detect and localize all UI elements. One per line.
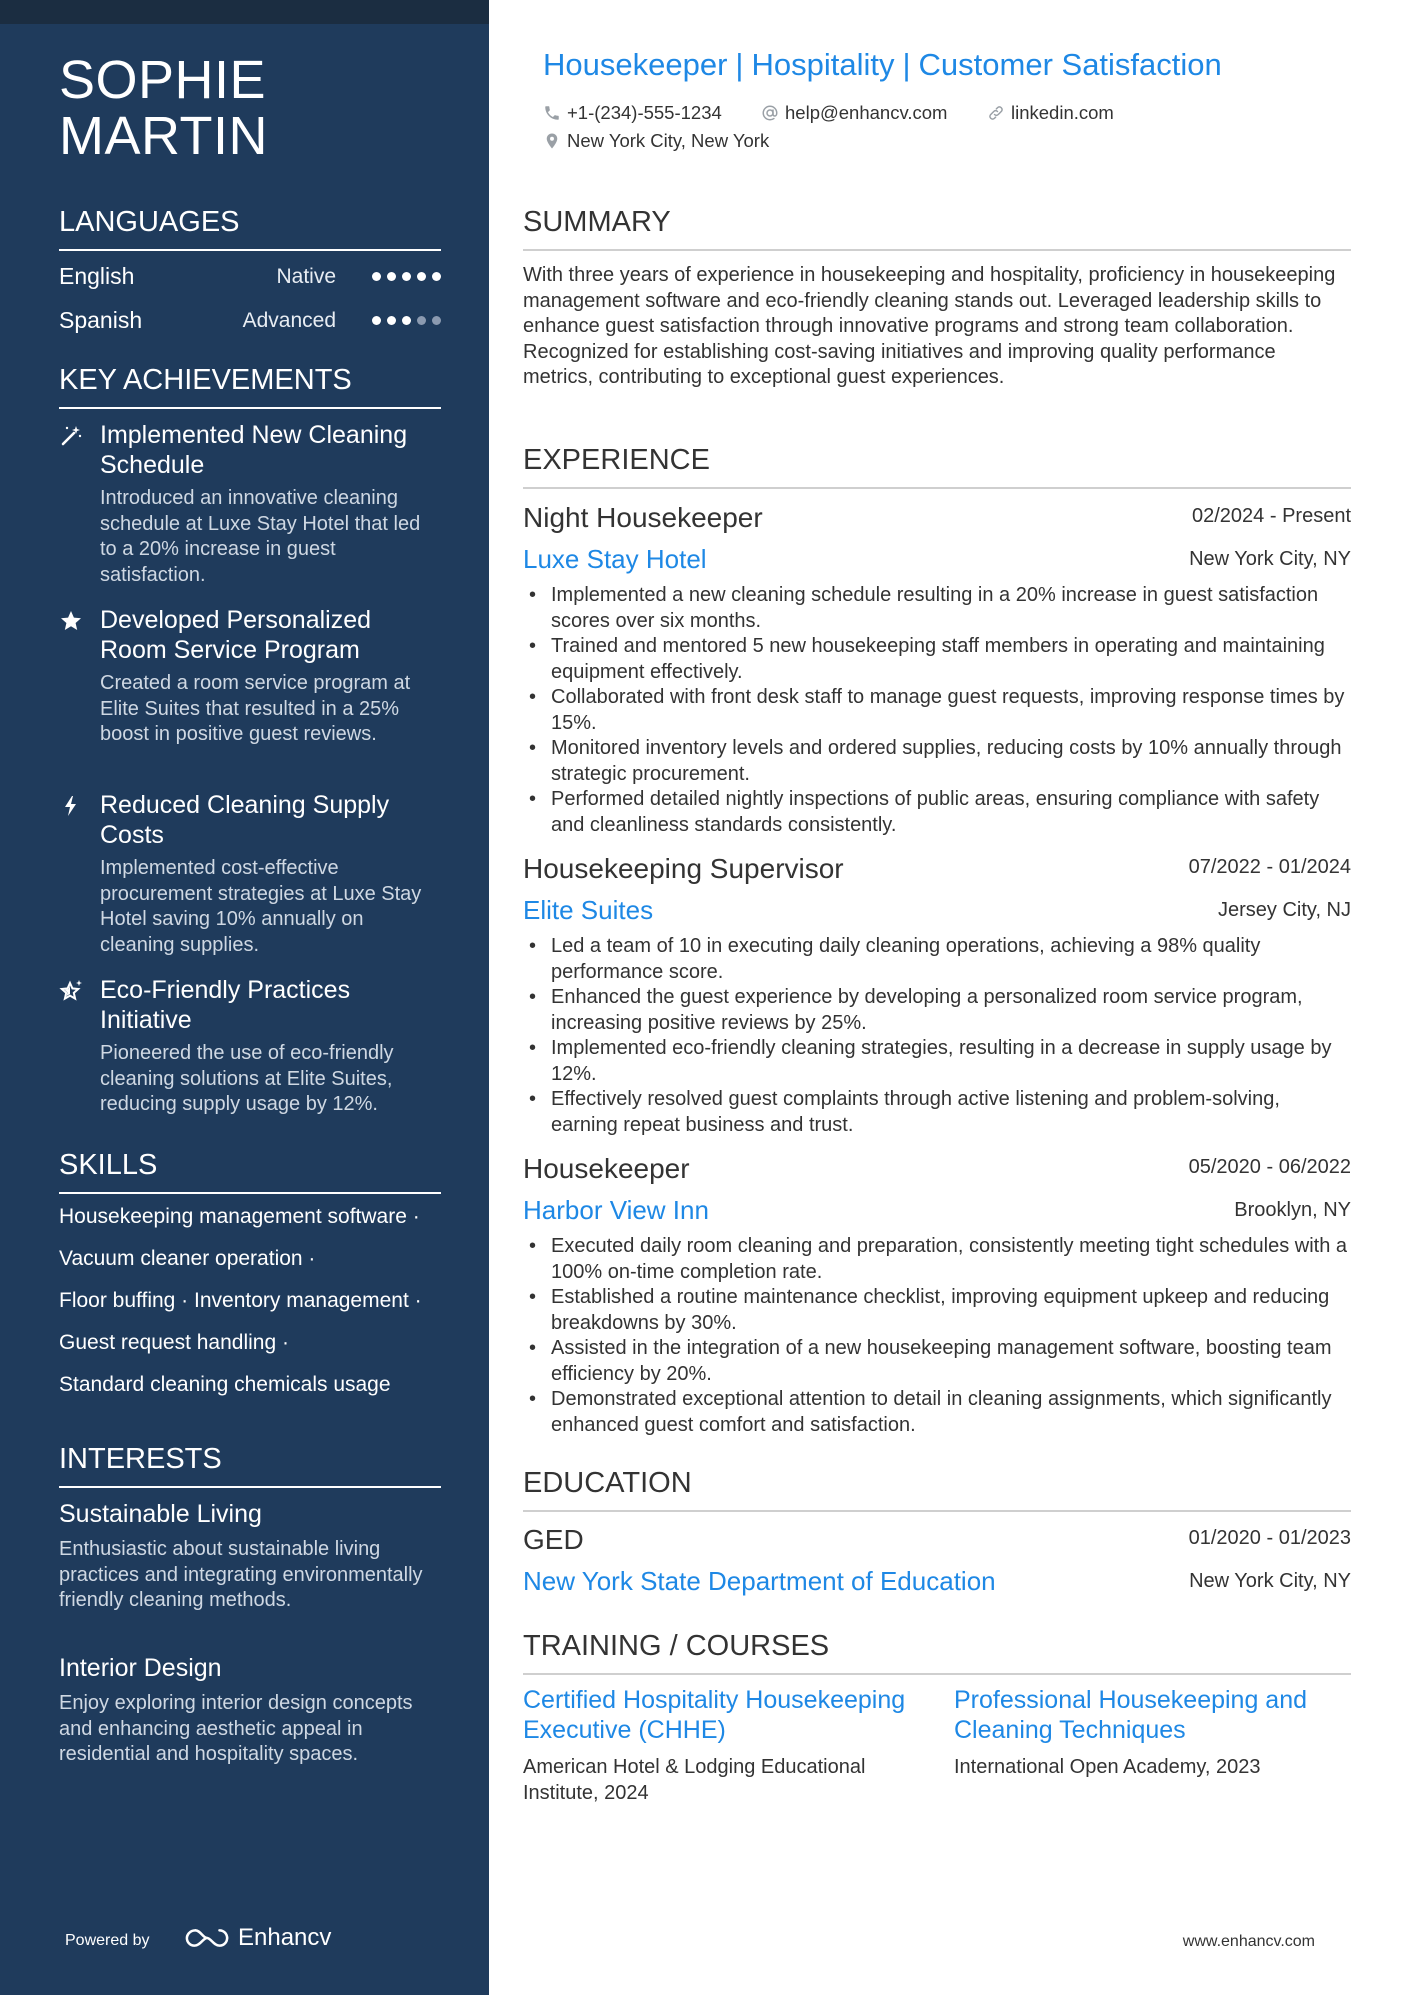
headline-separator: |: [735, 47, 744, 82]
achievements-title: KEY ACHIEVEMENTS: [59, 364, 441, 409]
achievement-item: [59, 420, 441, 588]
job-location: Jersey City, NJ: [1218, 899, 1351, 921]
education-location: New York City, NY: [1189, 1570, 1351, 1592]
rating-dot: [372, 316, 381, 325]
job-company[interactable]: Harbor View Inn: [523, 1195, 709, 1225]
interests-title: INTERESTS: [59, 1443, 441, 1488]
job-bullet: • Implemented eco-friendly cleaning strategies, resulting in a decrease in supply usage by 12%.: [523, 1036, 1351, 1087]
job-dates: 05/2020 - 06/2022: [1188, 1156, 1351, 1178]
summary-text: With three years of experience in housekeeping and hospitality, proficiency in housekeeping management software and eco-friendly cleaning stands out. Leveraged leadership skills to enhance guest satisfaction through innovative programs and strong team collaboration. Recognized for establishing cost-saving initiatives and improving quality performance metrics, contributing to exceptional guest experiences.: [523, 264, 1336, 388]
job-title: Housekeeping Supervisor: [523, 853, 844, 884]
star-icon: [59, 609, 85, 635]
course-org: American Hotel & Lodging Educational Institute, 2024: [523, 1756, 866, 1804]
sidebar-top-strip: [0, 0, 489, 24]
experience-title: EXPERIENCE: [523, 444, 1351, 489]
main-content: [489, 0, 1410, 1995]
enhancv-logo[interactable]: [184, 1924, 331, 1952]
link-icon: [987, 104, 1005, 122]
skill-line: Housekeeping management software ·: [59, 1205, 420, 1228]
interest-desc: Enthusiastic about sustainable living practices and integrating environmentally friendly cleaning methods.: [59, 1538, 423, 1611]
job-bullet: • Performed detailed nightly inspections of public areas, ensuring compliance with safety and cleanliness standards consistently.: [523, 787, 1351, 838]
job-dates: 07/2022 - 01/2024: [1188, 856, 1351, 878]
job-bullet: • Implemented a new cleaning schedule resulting in a 20% increase in guest satisfaction scores over six months.: [523, 583, 1351, 634]
achievement-title: Reduced Cleaning Supply Costs: [100, 791, 390, 849]
interest-title: Interior Design: [59, 1654, 222, 1682]
summary-title: SUMMARY: [523, 206, 1351, 251]
interest-desc: Enjoy exploring interior design concepts and enhancing aesthetic appeal in residential and hospitality spaces.: [59, 1692, 413, 1765]
job-bullet: • Monitored inventory levels and ordered supplies, reducing costs by 10% annually through strategic procurement.: [523, 736, 1351, 787]
lightning-bolt-icon: [59, 794, 85, 820]
education-school[interactable]: New York State Department of Education: [523, 1566, 996, 1596]
rating-dot: [402, 272, 411, 281]
location-pin-icon: [543, 132, 561, 150]
headline-role: Hospitality: [751, 47, 895, 82]
rating-dot: [372, 272, 381, 281]
job-bullets: [523, 583, 1351, 838]
education-degree: GED: [523, 1524, 584, 1555]
achievement-desc: Implemented cost-effective procurement strategies at Luxe Stay Hotel saving 10% annually on cleaning supplies.: [100, 857, 422, 956]
job-bullets: [523, 1234, 1351, 1438]
job-bullet: • Enhanced the guest experience by developing a personalized room service program, increasing positive reviews by 25%.: [523, 985, 1351, 1036]
achievement-desc: Created a room service program at Elite Suites that resulted in a 25% boost in positive guest reviews.: [100, 672, 411, 745]
interest-title: Sustainable Living: [59, 1500, 262, 1528]
course-title[interactable]: Professional Housekeeping and Cleaning Techniques: [954, 1686, 1308, 1744]
achievement-title: Developed Personalized Room Service Program: [100, 606, 372, 664]
star-sparkle-icon: [59, 979, 85, 1005]
language-name: Spanish: [59, 307, 143, 333]
first-name: SOPHIE: [59, 50, 267, 110]
course-org: International Open Academy, 2023: [954, 1756, 1261, 1778]
rating-dot: [432, 316, 441, 325]
contact-linkedin[interactable]: [987, 102, 1114, 124]
course-title[interactable]: Certified Hospitality Housekeeping Executive (CHHE): [523, 1686, 906, 1744]
language-level: Advanced: [242, 309, 336, 332]
education-title: EDUCATION: [523, 1467, 1351, 1512]
skill-line: Floor buffing · Inventory management ·: [59, 1289, 422, 1312]
job-bullet: • Collaborated with front desk staff to manage guest requests, improving response times by 15%.: [523, 685, 1351, 736]
job-bullet: • Led a team of 10 in executing daily cleaning operations, achieving a 98% quality performance score.: [523, 934, 1351, 985]
powered-by-label: Powered by: [65, 1932, 150, 1949]
email-text: help@enhancv.com: [785, 102, 948, 123]
job-location: Brooklyn, NY: [1234, 1199, 1351, 1221]
job-bullets: [523, 934, 1351, 1138]
training-title: TRAINING / COURSES: [523, 1630, 1351, 1675]
achievement-item: [59, 790, 441, 958]
sidebar: [0, 0, 489, 1995]
phone-icon: [543, 104, 561, 122]
phone-text: +1-(234)-555-1234: [567, 102, 722, 123]
skill-line: Guest request handling ·: [59, 1331, 289, 1354]
job-company[interactable]: Luxe Stay Hotel: [523, 544, 707, 574]
job-dates: 02/2024 - Present: [1192, 505, 1351, 527]
job-title: Housekeeper: [523, 1153, 690, 1184]
language-level: Native: [276, 265, 336, 288]
magic-wand-icon: [59, 424, 85, 450]
job-bullet: • Executed daily room cleaning and preparation, consistently meeting tight schedules with a 100% on-time completion rate.: [523, 1234, 1351, 1285]
course-item: [954, 1685, 1354, 1781]
location-text: New York City, New York: [567, 130, 770, 151]
language-row: [59, 307, 441, 339]
linkedin-text: linkedin.com: [1011, 102, 1114, 123]
candidate-name: [59, 52, 268, 164]
achievement-item: [59, 605, 441, 748]
job-location: New York City, NY: [1189, 548, 1351, 570]
language-rating: [372, 272, 441, 281]
rating-dot: [402, 316, 411, 325]
job-bullet: • Demonstrated exceptional attention to detail in cleaning assignments, which significantly enhanced guest comfort and satisfaction.: [523, 1387, 1351, 1438]
rating-dot: [387, 316, 396, 325]
course-item: [523, 1685, 923, 1806]
skill-line: Standard cleaning chemicals usage: [59, 1373, 391, 1396]
education-dates: 01/2020 - 01/2023: [1188, 1527, 1351, 1549]
headline-role: Customer Satisfaction: [918, 47, 1222, 82]
contact-location: [543, 130, 769, 152]
rating-dot: [387, 272, 396, 281]
achievement-desc: Pioneered the use of eco-friendly cleaning solutions at Elite Suites, reducing supply usage by 12%.: [100, 1042, 394, 1115]
achievement-title: Eco-Friendly Practices Initiative: [100, 976, 351, 1034]
footer-url[interactable]: www.enhancv.com: [1182, 1933, 1315, 1950]
contact-email[interactable]: [761, 102, 947, 124]
achievement-item: [59, 975, 441, 1118]
last-name: MARTIN: [59, 106, 269, 166]
headline-separator: |: [902, 47, 911, 82]
headline: [543, 47, 1222, 83]
contact-phone[interactable]: [543, 102, 722, 124]
job-bullet: • Established a routine maintenance checklist, improving equipment upkeep and reducing breakdowns by 30%.: [523, 1285, 1351, 1336]
achievement-title: Implemented New Cleaning Schedule: [100, 421, 408, 479]
at-sign-icon: [761, 104, 779, 122]
skills-title: SKILLS: [59, 1149, 441, 1194]
enhancv-brand: Enhancv: [238, 1924, 332, 1951]
language-name: English: [59, 263, 135, 289]
achievement-desc: Introduced an innovative cleaning schedule at Luxe Stay Hotel that led to a 20% increase in guest satisfaction.: [100, 487, 421, 586]
languages-title: LANGUAGES: [59, 206, 441, 251]
rating-dot: [417, 272, 426, 281]
headline-role: Housekeeper: [543, 47, 728, 82]
skill-line: Vacuum cleaner operation ·: [59, 1247, 316, 1270]
language-rating: [372, 316, 441, 325]
job-title: Night Housekeeper: [523, 502, 763, 533]
rating-dot: [432, 272, 441, 281]
job-bullet: • Effectively resolved guest complaints through active listening and problem-solving, earning repeat business and trust.: [523, 1087, 1351, 1138]
rating-dot: [417, 316, 426, 325]
enhancv-logo-icon: [184, 1926, 230, 1950]
job-bullet: • Assisted in the integration of a new housekeeping management software, boosting team efficiency by 20%.: [523, 1336, 1351, 1387]
job-company[interactable]: Elite Suites: [523, 895, 654, 925]
job-bullet: • Trained and mentored 5 new housekeeping staff members in operating and maintaining equipment effectively.: [523, 634, 1351, 685]
language-row: [59, 263, 441, 295]
